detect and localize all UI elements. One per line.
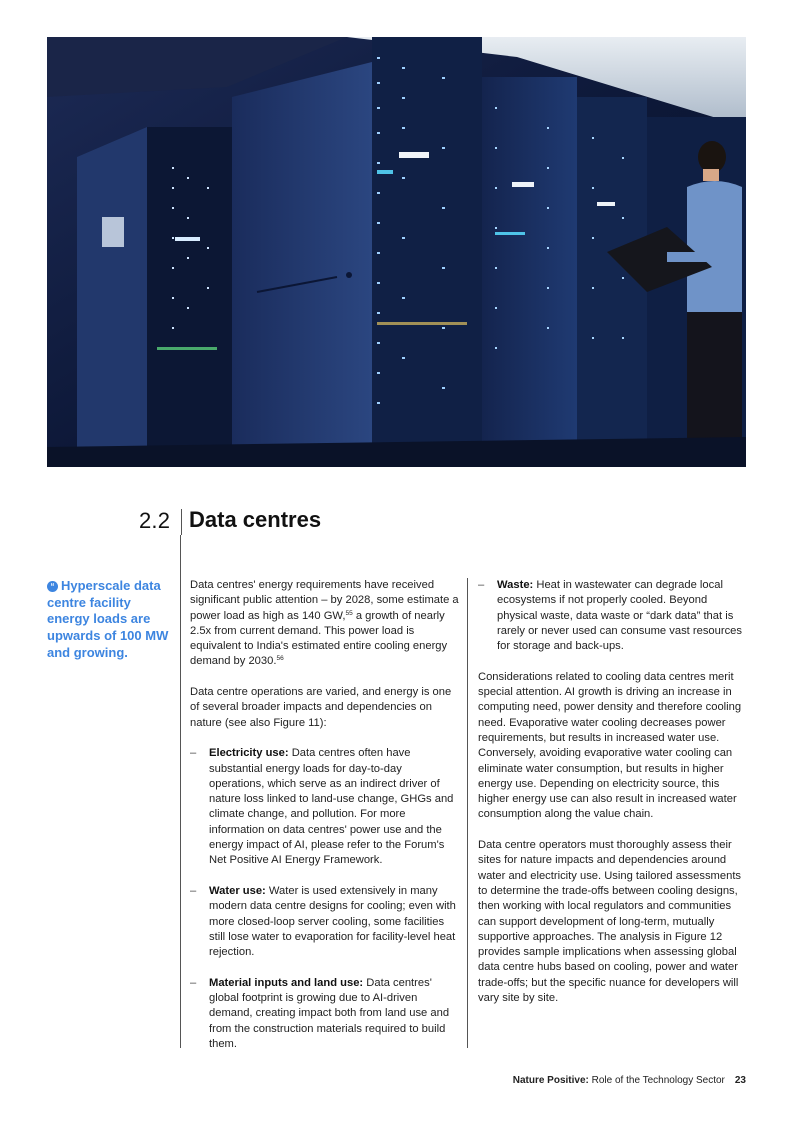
body-column-1 (190, 578, 460, 1068)
footnote-ref: 56 (276, 655, 284, 663)
server-room-illustration (47, 37, 746, 467)
impact-list-continued (478, 578, 746, 654)
quote-mark-icon: “ (47, 581, 58, 592)
footnote-ref: 55 (345, 609, 353, 617)
hero-photo (47, 37, 746, 467)
list-item-label: Waste: (497, 579, 534, 591)
list-item-label: Electricity use: (209, 747, 289, 760)
paragraph: Considerations related to cooling data centres merit special attention. AI growth is driving an increase in computing need, power density and therefore cooling need. Evaporative water cooling decreases power requirements, but results in increased water use. Conversely, avoiding evaporative water cooling can eliminate water consumption, but results in higher energy use. Depending on electricity source, this higher energy use can also result in increased water consumption along the value chain. (478, 670, 742, 821)
paragraph: Data centre operators must thoroughly assess their sites for nature impacts and dependencies around water and electricity use. Using tailored assessments to determine the trade-offs between cooling designs, then working with local regulators and communities can support development of long-term, mutually supportive approaches. The analysis in Figure 12 provides sample implications when assessing global data centre hubs based on cooling, power and water trade-offs; but the specific nuance for developers will vary site by site. (478, 839, 742, 1005)
list-item: – Water use: Water is used extensively in many modern data centre designs for cooling; even with more closed-loop server cooling, some facilities still lose water to evaporation for facility-level heat rejection. (190, 884, 460, 960)
section-title: Data centres (189, 507, 322, 532)
page-footer (513, 1075, 746, 1086)
report-title-bold: Nature Positive: (512, 1075, 589, 1086)
section-number: 2.2 (139, 508, 171, 533)
column-divider-right (467, 578, 468, 1048)
list-item: – Waste: Heat in wastewater can degrade local ecosystems if not properly cooled. Beyond physical waste, data waste or “dark data” that is rarely or never used can consume vast resources for storage and back-ups. (478, 578, 746, 654)
paragraph: Data centre operations are varied, and energy is one of several broader impacts and dependencies on nature (see also Figure 11): (190, 686, 452, 729)
report-title: Role of the Technology Sector (588, 1075, 725, 1086)
column-divider-left (180, 535, 181, 1048)
heading-divider (181, 509, 182, 535)
paragraph: Data centres' energy requirements have received significant public attention – by 2028, some estimate a power load as high as 140 GW,$^{55}$ a growth of nearly 2.5x from current demand. This power load is equivalent to India's estimated entire cooling energy demand by 2030.56 (190, 579, 459, 668)
pull-quote (47, 578, 175, 662)
impact-list (190, 746, 460, 1052)
body-column-2 (478, 578, 746, 1022)
pull-quote-text: Hyperscale data centre facility energy loads are upwards of 100 MW and growing. (47, 578, 169, 660)
page-number: 23 (734, 1075, 746, 1086)
list-item-label: Water use: (209, 884, 266, 897)
list-item: – Material inputs and land use: Data centres' global footprint is growing due to AI-driven demand, creating impact both from land use and from the construction materials required to build them. (190, 976, 460, 1052)
list-item: – Electricity use: Data centres often have substantial energy loads for day-to-day operations, which serve as an indirect driver of nature loss linked to land-use change, GHGs and climate change, and pollution. For more information on data centres' power use and the energy impact of AI, please refer to the Forum's Net Positive AI Energy Framework. (190, 746, 460, 868)
list-item-label: Material inputs and land use: (209, 976, 364, 989)
